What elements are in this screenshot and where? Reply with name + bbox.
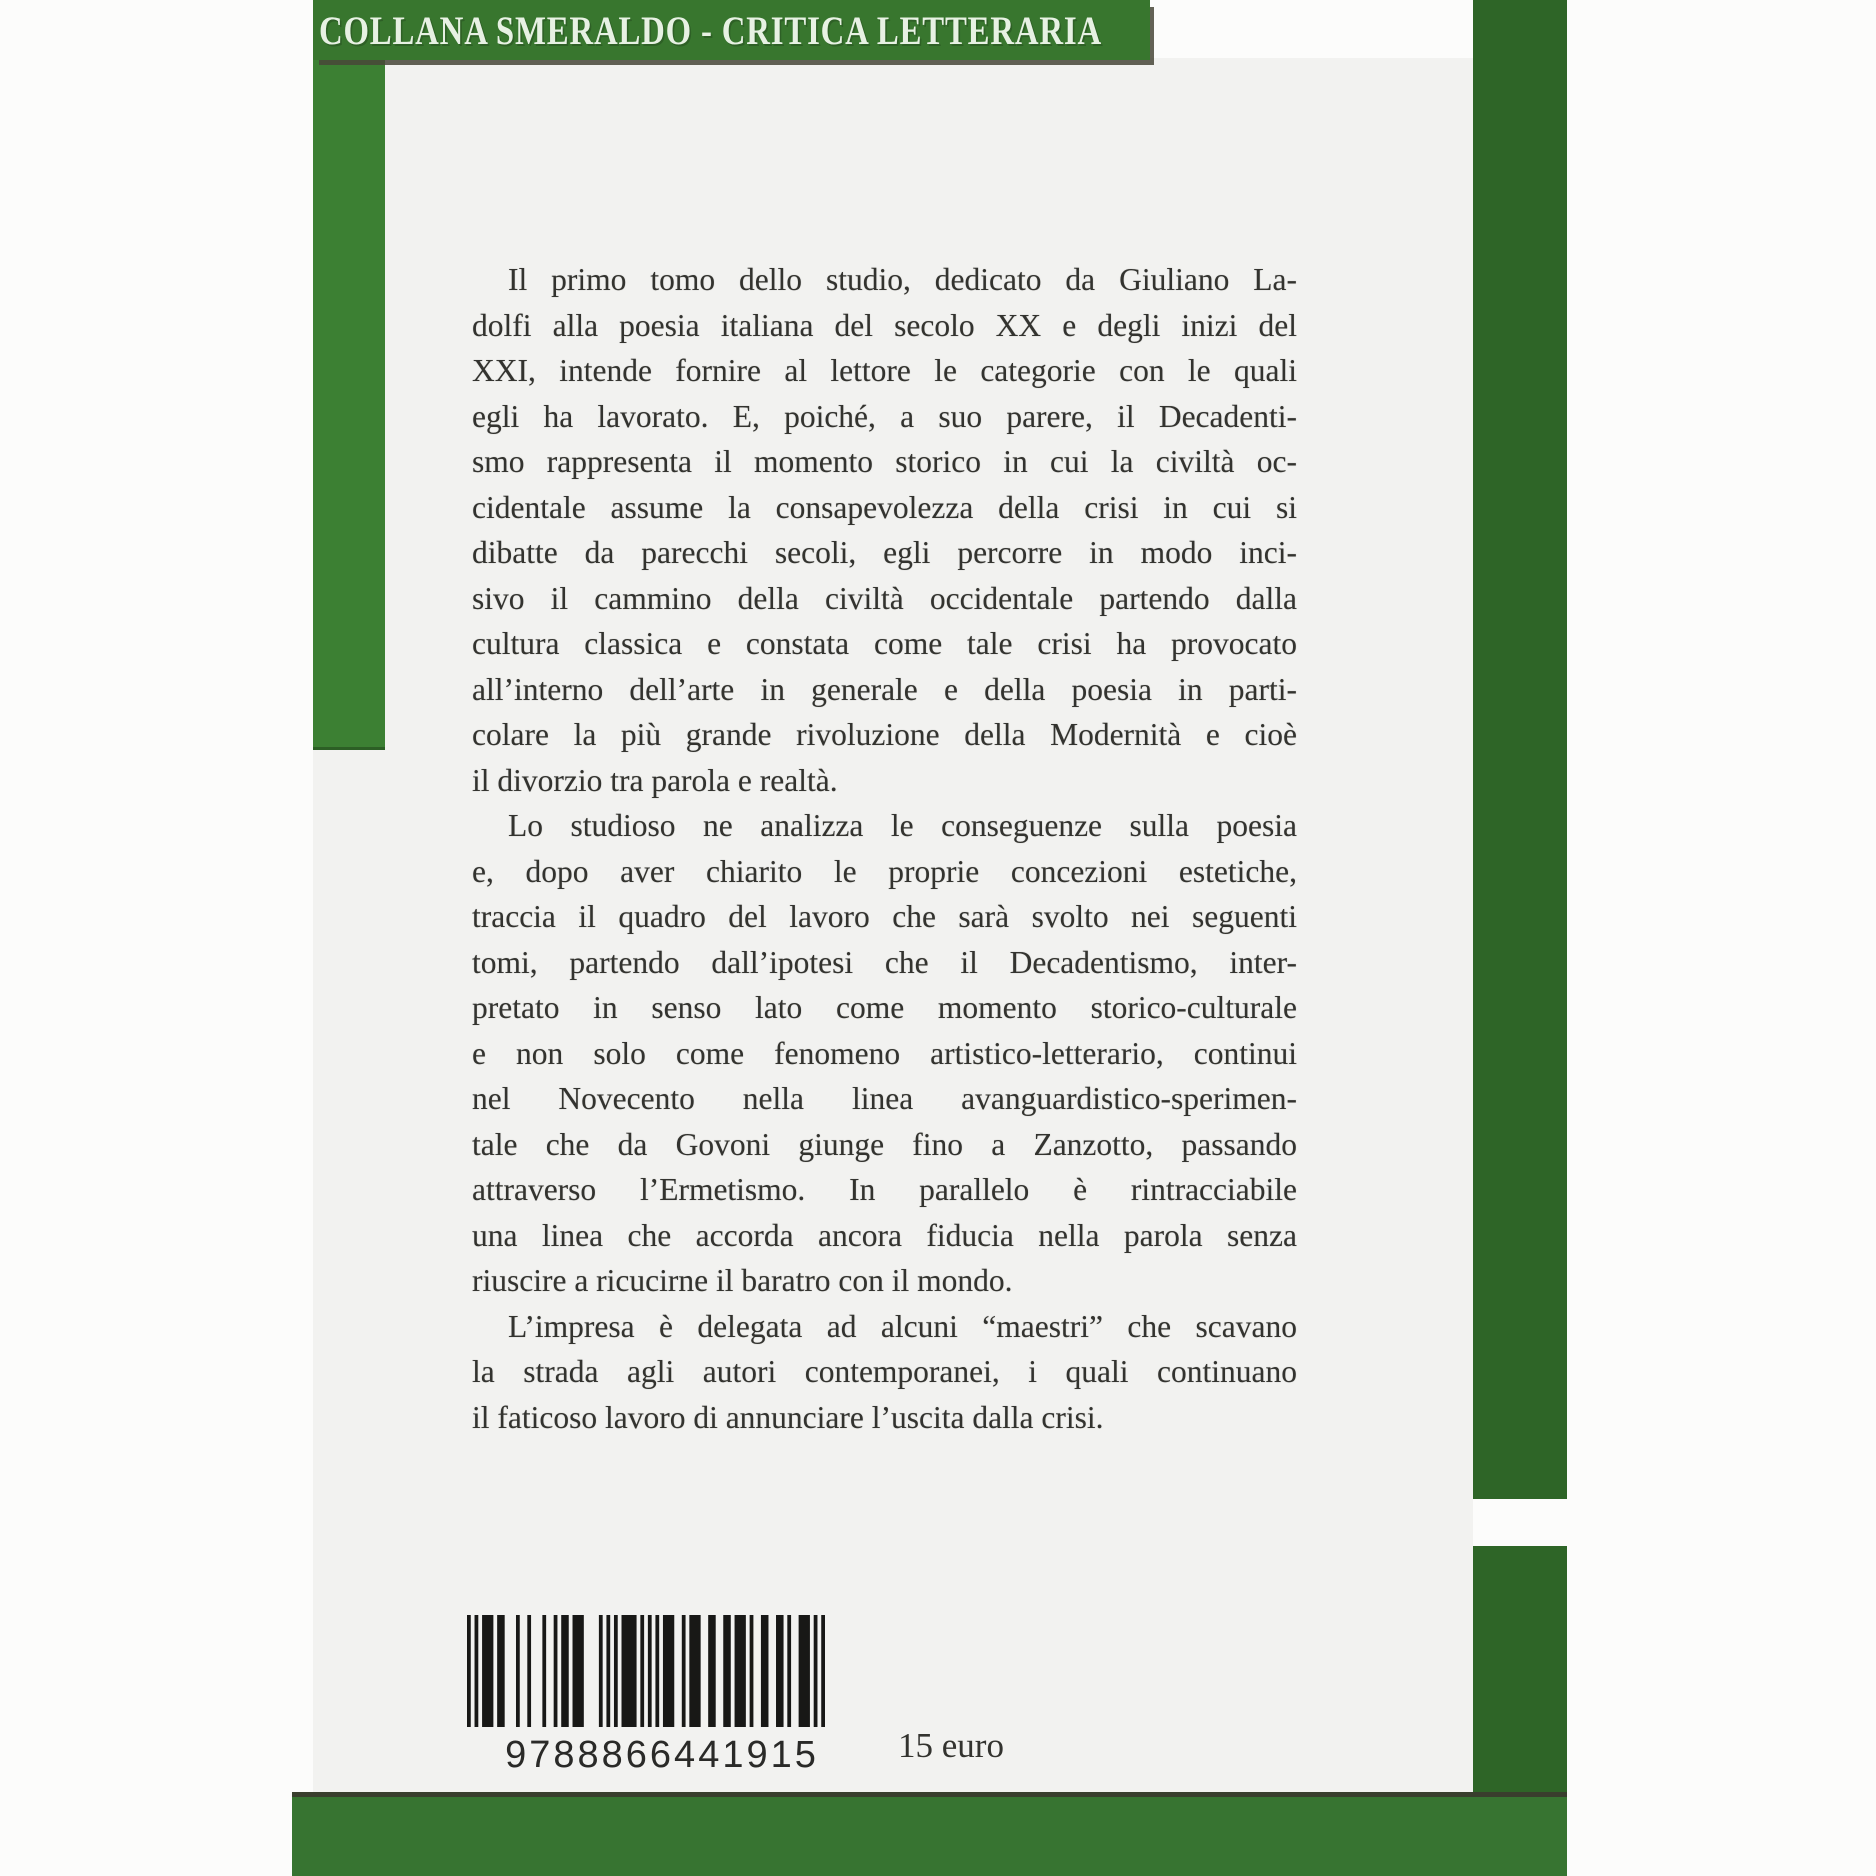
cover-bottom-edge	[292, 1792, 1567, 1876]
barcode-bar	[622, 1615, 637, 1727]
synopsis-line: Lo studioso ne analizza le conseguenze sulla poesia	[508, 808, 1297, 843]
synopsis-line: sivo il cammino della civiltà occidentale partendo dalla	[472, 580, 1297, 616]
synopsis-line: pretato in senso lato come momento storico-culturale	[472, 990, 1297, 1025]
barcode-bar	[497, 1615, 505, 1727]
synopsis-line: traccia il quadro del lavoro che sarà svolto nei seguenti	[472, 899, 1297, 934]
barcode-bar	[648, 1615, 652, 1727]
cover-right-edge-upper	[1473, 0, 1567, 1499]
synopsis-line: XXI, intende fornire al lettore le categorie con le quali	[472, 353, 1297, 388]
barcode-bar	[787, 1615, 791, 1727]
synopsis-line: cidentale assume la consapevolezza della crisi in cui si	[472, 489, 1297, 525]
synopsis-line: attraverso l’Ermetismo. In parallelo è rintracciabile	[472, 1172, 1297, 1207]
barcode-bar	[542, 1615, 546, 1727]
barcode-bar	[655, 1615, 659, 1727]
barcode-bar	[475, 1615, 479, 1727]
barcode-bar	[640, 1615, 644, 1727]
barcode-bar	[663, 1615, 674, 1727]
barcode-bar	[599, 1615, 603, 1727]
synopsis-line: una linea che accorda ancora fiducia nella parola senza	[472, 1217, 1297, 1253]
synopsis-line: dolfi alla poesia italiana del secolo XX e degli inizi del	[472, 307, 1297, 343]
barcode-bar	[573, 1615, 584, 1727]
barcode-bar	[606, 1615, 610, 1727]
ean-barcode	[467, 1615, 825, 1727]
barcode-bar	[527, 1615, 531, 1727]
synopsis-line: cultura classica e constata come tale crisi ha provocato	[472, 626, 1297, 661]
barcode-bar	[750, 1615, 754, 1727]
synopsis-line: il divorzio tra parola e realtà.	[472, 762, 838, 798]
synopsis-line: all’interno dell’arte in generale e della poesia in parti-	[472, 671, 1297, 707]
barcode-bar	[708, 1615, 716, 1727]
synopsis-line: e non solo come fenomeno artistico-letterario, continui	[472, 1035, 1297, 1071]
barcode-bar	[516, 1615, 520, 1727]
synopsis-line: L’impresa è delegata ad alcuni “maestri” che scavano	[508, 1308, 1297, 1344]
barcode-bar	[682, 1615, 686, 1727]
synopsis-line: smo rappresenta il momento storico in cui la civiltà oc-	[472, 444, 1297, 479]
synopsis-line: il faticoso lavoro di annunciare l’uscita dalla crisi.	[472, 1399, 1104, 1435]
synopsis-text-block	[472, 257, 1297, 1440]
barcode-bar	[761, 1615, 769, 1727]
barcode-bar	[814, 1615, 818, 1727]
synopsis-line: la strada agli autori contemporanei, i quali continuano	[472, 1354, 1297, 1389]
barcode-bar	[799, 1615, 810, 1727]
synopsis-line: nel Novecento nella linea avanguardistico-sperimen-	[472, 1081, 1297, 1116]
series-title: COLLANA SMERALDO - CRITICA LETTERARIA	[318, 7, 1103, 53]
synopsis-line: dibatte da parecchi secoli, egli percorre in modo inci-	[472, 535, 1297, 570]
barcode-bar	[561, 1615, 569, 1727]
barcode-bar	[689, 1615, 700, 1727]
barcode-bar	[735, 1615, 746, 1727]
barcode-bar	[776, 1615, 784, 1727]
cover-left-edge	[313, 60, 385, 750]
barcode-bar	[821, 1615, 825, 1727]
series-banner	[313, 0, 1150, 60]
synopsis-line: colare la più grande rivoluzione della Modernità e cioè	[472, 717, 1297, 752]
synopsis-line: tomi, partendo dall’ipotesi che il Decadentismo, inter-	[472, 944, 1297, 980]
barcode-bar	[482, 1615, 493, 1727]
barcode-bar	[723, 1615, 731, 1727]
synopsis-line: riuscire a ricucirne il baratro con il mondo.	[472, 1263, 1013, 1298]
barcode-bar	[467, 1615, 471, 1727]
price-label: 15 euro	[898, 1726, 1004, 1765]
synopsis-line: e, dopo aver chiarito le proprie concezioni estetiche,	[472, 853, 1297, 889]
synopsis-line: egli ha lavorato. E, poiché, a suo parere, il Decadenti-	[472, 398, 1297, 434]
synopsis-line: Il primo tomo dello studio, dedicato da Giuliano La-	[508, 262, 1297, 297]
barcode-bar	[554, 1615, 558, 1727]
isbn-number: 9788866441915	[505, 1734, 819, 1776]
barcode-bar	[614, 1615, 618, 1727]
synopsis-line: tale che da Govoni giunge fino a Zanzotto, passando	[472, 1126, 1297, 1162]
